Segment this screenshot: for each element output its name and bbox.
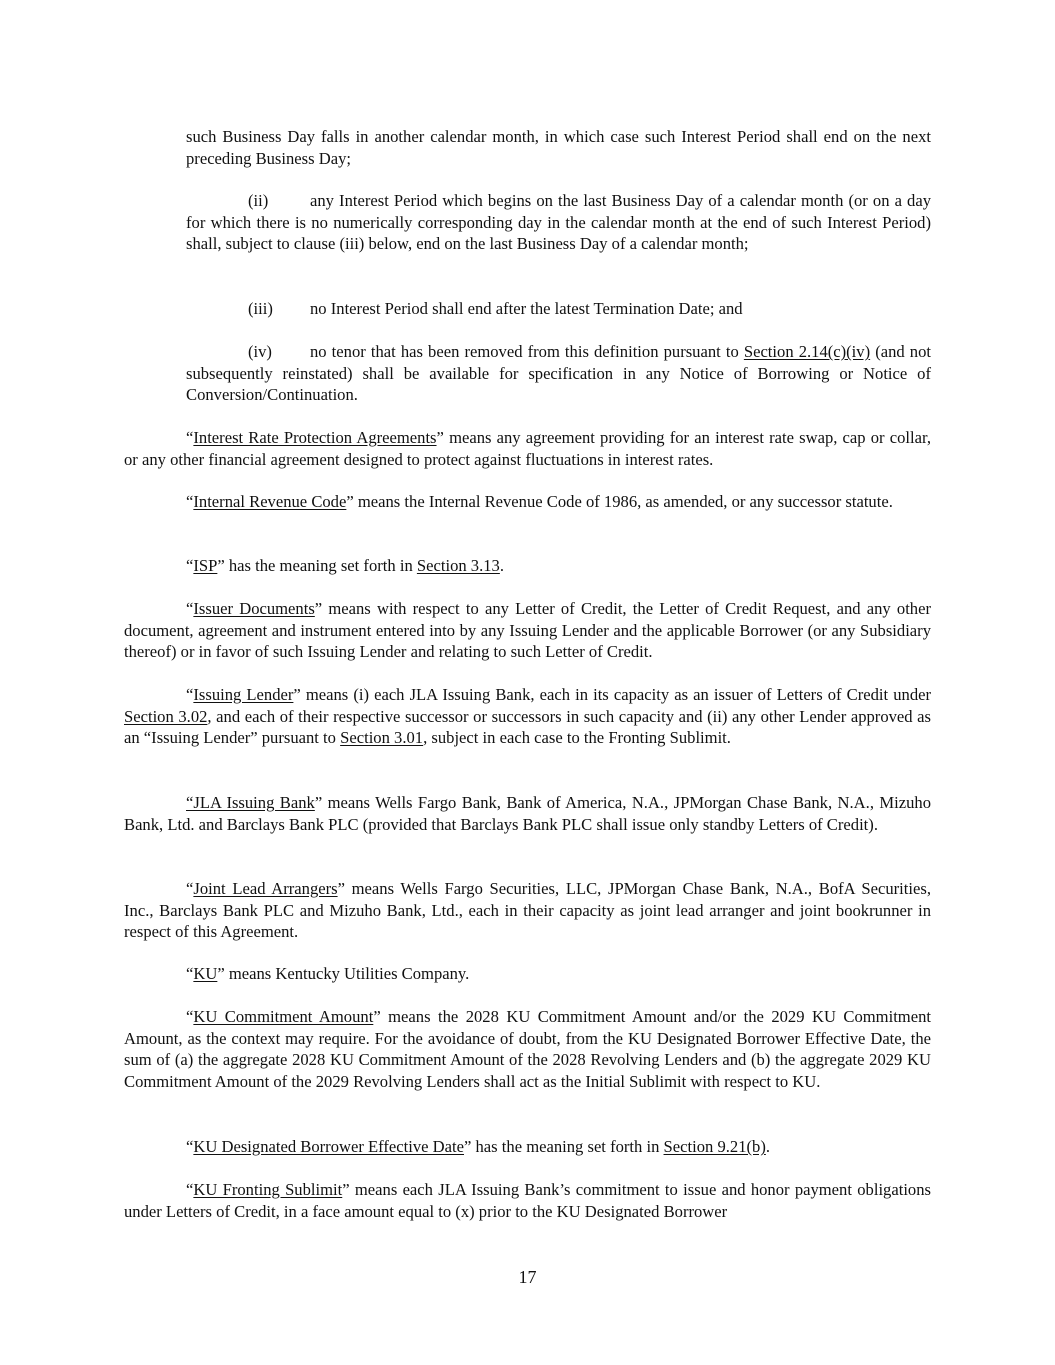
defined-term: Interest Rate Protection Agreements [193,428,437,447]
clause-iv: (iv) no tenor that has been removed from this definition pursuant to Section 2.14(c)(iv) (and not subsequently reinstated) shall be available for specification in any Notice of Borrowing or Notice of Conversion/Continuation. [186,342,931,404]
continued-clause-i: such Business Day falls in another calendar month, in which case such Interest Period shall end on the next preceding Business Day; [186,127,931,168]
defined-term: Issuing Lender [193,685,294,704]
definition-ku-designated-borrower-effective-date: “KU Designated Borrower Effective Date” has the meaning set forth in Section 9.21(b). [186,1137,770,1156]
definition-internal-revenue-code: “Internal Revenue Code” means the Internal Revenue Code of 1986, as amended, or any successor statute. [186,492,893,511]
section-reference: Section 3.02 [124,706,208,726]
definition-ku-commitment-amount: “KU Commitment Amount” means the 2028 KU Commitment Amount and/or the 2029 KU Commitment Amount, as the context may require. For the avoidance of doubt, from the KU Designated Borrower Effective Date, the sum of (a) the aggregate 2028 KU Commitment Amount of the 2028 Revolving Lenders and (b) the aggregate 2029 KU Commitment Amount of the 2029 Revolving Lenders shall act as the Initial Sublimit with respect to KU. [124,1007,931,1091]
definition-joint-lead-arrangers: “Joint Lead Arrangers” means Wells Fargo Securities, LLC, JPMorgan Chase Bank, N.A., BofA Securities, Inc., Barclays Bank PLC and Mizuho Bank, Ltd., each in their capacity as joint lead arranger and joint bookrunner in respect of this Agreement. [124,879,931,941]
defined-term: Joint Lead Arrangers [193,879,338,898]
section-reference: Section 2.14(c)(iv) [743,342,871,361]
definition-interest-rate-protection-agreements: “Interest Rate Protection Agreements” means any agreement providing for an interest rate swap, cap or collar, or any other financial agreement designed to protect against fluctuations in interest rates. [124,428,932,469]
page-number: 17 [518,1267,537,1287]
definition-ku-fronting-sublimit: “KU Fronting Sublimit” means each JLA Issuing Bank’s commitment to issue and honor payment obligations under Letters of Credit, in a face amount equal to (x) prior to the KU Designated Borrower [124,1180,931,1221]
definition-isp: “ISP” has the meaning set forth in Section 3.13. [186,556,505,575]
defined-term: KU Fronting Sublimit [193,1180,343,1199]
defined-term: “JLA Issuing Bank [186,793,315,812]
defined-term: KU [193,964,218,983]
clause-iii: (iii) no Interest Period shall end after the latest Termination Date; and [248,299,743,318]
section-reference: Section 3.01 [340,728,424,747]
clause-number: (iv) [248,342,272,361]
section-reference: Section 9.21(b) [663,1137,766,1156]
definition-issuer-documents: “Issuer Documents” means with respect to any Letter of Credit, the Letter of Credit Request, and any other document, agreement and instrument entered into by any Issuing Lender and the applicable Borrower (or any Subsidiary thereof) or in favor of such Issuing Lender and relating to such Letter of Credit. [124,599,931,661]
defined-term: KU Designated Borrower Effective Date [193,1137,464,1156]
defined-term: ISP [193,556,218,575]
defined-term: Issuer Documents [193,599,315,618]
clause-number: (ii) [248,191,269,210]
clause-ii: (ii) any Interest Period which begins on the last Business Day of a calendar month (or on a day for which there is no numerically corresponding day in the calendar month at the end of such Interest Period) shall, subject to clause (iii) below, end on the last Business Day of a calendar month; [186,191,931,253]
section-reference: Section 3.13 [416,556,500,575]
definition-ku: “KU” means Kentucky Utilities Company. [186,964,470,983]
definition-issuing-lender: “Issuing Lender” means (i) each JLA Issuing Bank, each in its capacity as an issuer of Letters of Credit under Section 3.02, and each of their respective successor or successors in such capacity and (ii) any other Lender approved as an “Issuing Lender” pursuant to Section 3.01, subject in each case to the Fronting Sublimit. [124,685,932,747]
defined-term: KU Commitment Amount [193,1007,374,1026]
definition-jla-issuing-bank: “JLA Issuing Bank” means Wells Fargo Bank, Bank of America, N.A., JPMorgan Chase Bank, N.A., Mizuho Bank, Ltd. and Barclays Bank PLC (provided that Barclays Bank PLC shall issue only standby Letters of Credit). [124,793,932,834]
defined-term: Internal Revenue Code [193,492,347,511]
clause-number: (iii) [248,299,273,318]
